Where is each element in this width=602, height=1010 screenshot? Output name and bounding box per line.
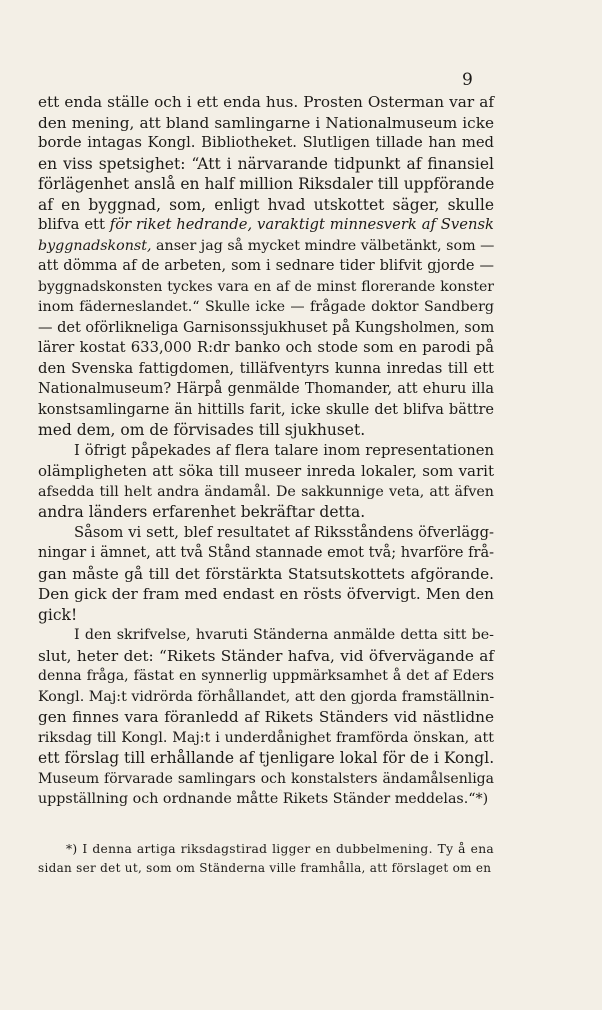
text-line: I den skrifvelse, hvaruti Ständerna anmälde detta sitt be- bbox=[74, 627, 494, 643]
text-line: borde intagas Kongl. Bibliotheket. Slutligen tillade han med bbox=[38, 134, 494, 151]
text-line: ett förslag till erhållande af tjenligare lokal för de i Kongl. bbox=[38, 749, 495, 767]
text-line: en viss spetsighet: “Att i närvarande tidpunkt af finansiel bbox=[38, 154, 494, 173]
text-line: slut, heter det: “Rikets Ständer hafva, vid öfvervägande af bbox=[38, 646, 494, 665]
text-line: Museum förvarade samlingars och konstalsters ändamålsenliga bbox=[38, 770, 494, 787]
text-line: den Svenska fattigdomen, tilläfventyrs kunna inredas till ett bbox=[38, 359, 494, 377]
paragraph-3 bbox=[38, 523, 494, 626]
text-line: blifva ett för riket hedrande, varaktigt minnesverk af Svensk bbox=[38, 216, 494, 233]
text-line: inom fäderneslandet.“ Skulle icke — frågade doktor Sandberg bbox=[38, 299, 494, 315]
text-line: andra länders erfarenhet bekräftar detta. bbox=[38, 503, 366, 521]
paragraph-2 bbox=[38, 441, 494, 523]
text-line: af en byggnad, som, enligt hvad utskottet säger, skulle bbox=[38, 195, 494, 214]
text-line: gen finnes vara föranledd af Rikets Ständers vid nästlidne bbox=[38, 708, 494, 726]
body-text bbox=[38, 92, 494, 810]
text-line: Den gick der fram med endast en rösts öfvervigt. Men den bbox=[38, 585, 494, 603]
text-line: riksdag till Kongl. Maj:t i underdånighet framförda önskan, att bbox=[38, 729, 494, 746]
text-line: afsedda till helt andra ändamål. De sakkunnige veta, att äfven bbox=[38, 483, 494, 500]
text-line: uppställning och ordnande måtte Rikets Ständer meddelas.“*) bbox=[38, 791, 489, 807]
page-number: 9 bbox=[462, 70, 473, 90]
emphasis-text: byggnadskonst, bbox=[38, 237, 152, 254]
footnote bbox=[38, 840, 494, 878]
footnote-line: sidan ser det ut, som om Ständerna ville framhålla, att förslaget om en bbox=[38, 861, 492, 875]
text-line: med dem, om de förvisades till sjukhuset. bbox=[38, 421, 366, 439]
text-line: gan måste gå till det förstärkta Statsutskottets afgörande. bbox=[38, 564, 494, 583]
text-line: förlägenhet anslå en half million Riksdaler till uppförande bbox=[38, 175, 495, 193]
paragraph-4 bbox=[38, 625, 494, 810]
text-line: ningar i ämnet, att två Stånd stannade emot två; hvarföre frå- bbox=[38, 545, 494, 561]
text-line: Kongl. Maj:t vidrörda förhållandet, att den gjorda framställnin- bbox=[38, 688, 495, 705]
text-line: ett enda ställe och i ett enda hus. Prosten Osterman var af bbox=[38, 93, 494, 111]
text-line: Såsom vi sett, blef resultatet af Riksståndens öfverlägg- bbox=[74, 523, 494, 541]
text-line: byggnadskonsten tyckes vara en af de minst florerande konster bbox=[38, 278, 494, 295]
text-line: I öfrigt påpekades af flera talare inom representationen bbox=[74, 441, 494, 459]
text-line: konstsamlingarne än hittills farit, icke skulle det blifva bättre bbox=[38, 401, 494, 418]
text-line: — det oförlikneliga Garnisonssjukhuset på Kungsholmen, som bbox=[38, 319, 495, 336]
text-line: lärer kostat 633,000 R:dr banko och stode som en parodi på bbox=[38, 339, 494, 356]
text-line: gick! bbox=[38, 605, 78, 624]
text-line: att dömma af de arbeten, som i sednare tider blifvit gjorde — bbox=[38, 258, 494, 274]
text-line: den mening, att bland samlingarne i Nationalmuseum icke bbox=[38, 113, 494, 132]
footnote-line: *) I denna artiga riksdagstirad ligger en dubbelmening. Ty å ena bbox=[66, 842, 494, 856]
text-line: denna fråga, fästat en synnerlig uppmärksamhet å det af Eders bbox=[38, 668, 494, 684]
text-line: Nationalmuseum? Härpå genmälde Thomander, att ehuru illa bbox=[38, 381, 494, 397]
text-line: byggnadskonst, anser jag så mycket mindre välbetänkt, som — bbox=[38, 237, 495, 254]
paragraph-1 bbox=[38, 92, 494, 441]
text-line: olämpligheten att söka till museer inreda lokaler, som varit bbox=[38, 462, 494, 480]
emphasis-text: för riket hedrande, varaktigt minnesverk af Svensk bbox=[109, 216, 494, 233]
